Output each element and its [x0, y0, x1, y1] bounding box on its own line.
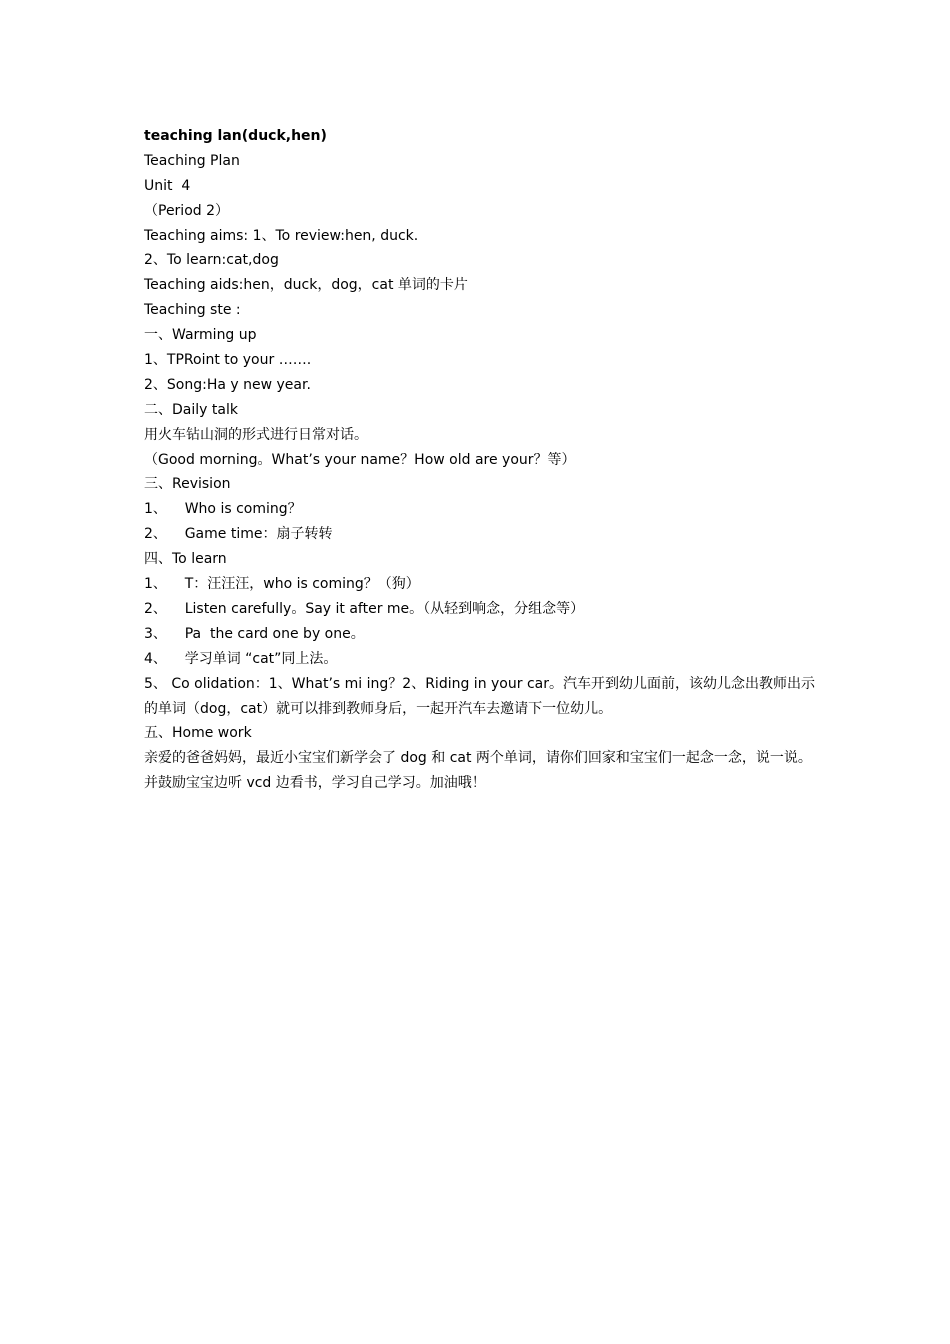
document-title: teaching lan(duck,hen): [144, 128, 327, 144]
text-line-period: （Period 2）: [144, 202, 230, 219]
text-line-plan: Teaching Plan: [144, 152, 240, 169]
section-heading-homework: 五、Home work: [144, 725, 252, 742]
text-line-aims: Teaching aims: 1、To review:hen, duck.: [144, 227, 419, 244]
text-line-steps: Teaching ste :: [144, 302, 241, 319]
list-item: 1、TPRoint to your …….: [144, 352, 312, 369]
section-heading-revision: 三、Revision: [144, 476, 231, 493]
list-item: 4、 学习单词 “cat”同上法。: [144, 650, 338, 667]
text-paragraph-homework: 亲爱的爸爸妈妈，最近小宝宝们新学会了 dog 和 cat 两个单词，请你们回家和宝宝们一起念一念，说一说。并鼓励宝宝边听 vcd 边看书，学习自己学习。加油哦！: [144, 750, 812, 792]
list-item: 1、 Who is coming？: [144, 501, 302, 518]
section-heading-warming-up: 一、Warming up: [144, 327, 257, 344]
list-item-consolidation: 5、 Co olidation：1、What’s mi ing？2、Riding in your car。汽车开到幼儿面前，该幼儿念出教师出示的单词（dog，cat）就可以排到教师身后，一起开汽车去邀请下一位幼儿。: [144, 675, 815, 717]
section-heading-to-learn: 四、To learn: [144, 551, 227, 568]
text-line-daily-talk-examples: （Good morning。What’s your name？How old are your？等）: [144, 451, 576, 468]
list-item: 3、 Pa the card one by one。: [144, 625, 365, 642]
text-line-aims-2: 2、To learn:cat,dog: [144, 252, 279, 269]
list-item: 1、 T：汪汪汪，who is coming？（狗）: [144, 576, 420, 593]
text-line-aids: Teaching aids:hen，duck，dog，cat 单词的卡片: [144, 277, 468, 294]
text-line-daily-talk: 用火车钻山洞的形式进行日常对话。: [144, 426, 368, 443]
list-item: 2、 Listen carefully。Say it after me。（从轻到响念，分组念等）: [144, 600, 585, 617]
list-item: 2、 Game time：扇子转转: [144, 526, 333, 543]
text-line-unit: Unit 4: [144, 177, 191, 194]
section-heading-daily-talk: 二、Daily talk: [144, 401, 238, 418]
list-item: 2、Song:Ha y new year.: [144, 376, 311, 393]
document-body: [144, 124, 824, 796]
